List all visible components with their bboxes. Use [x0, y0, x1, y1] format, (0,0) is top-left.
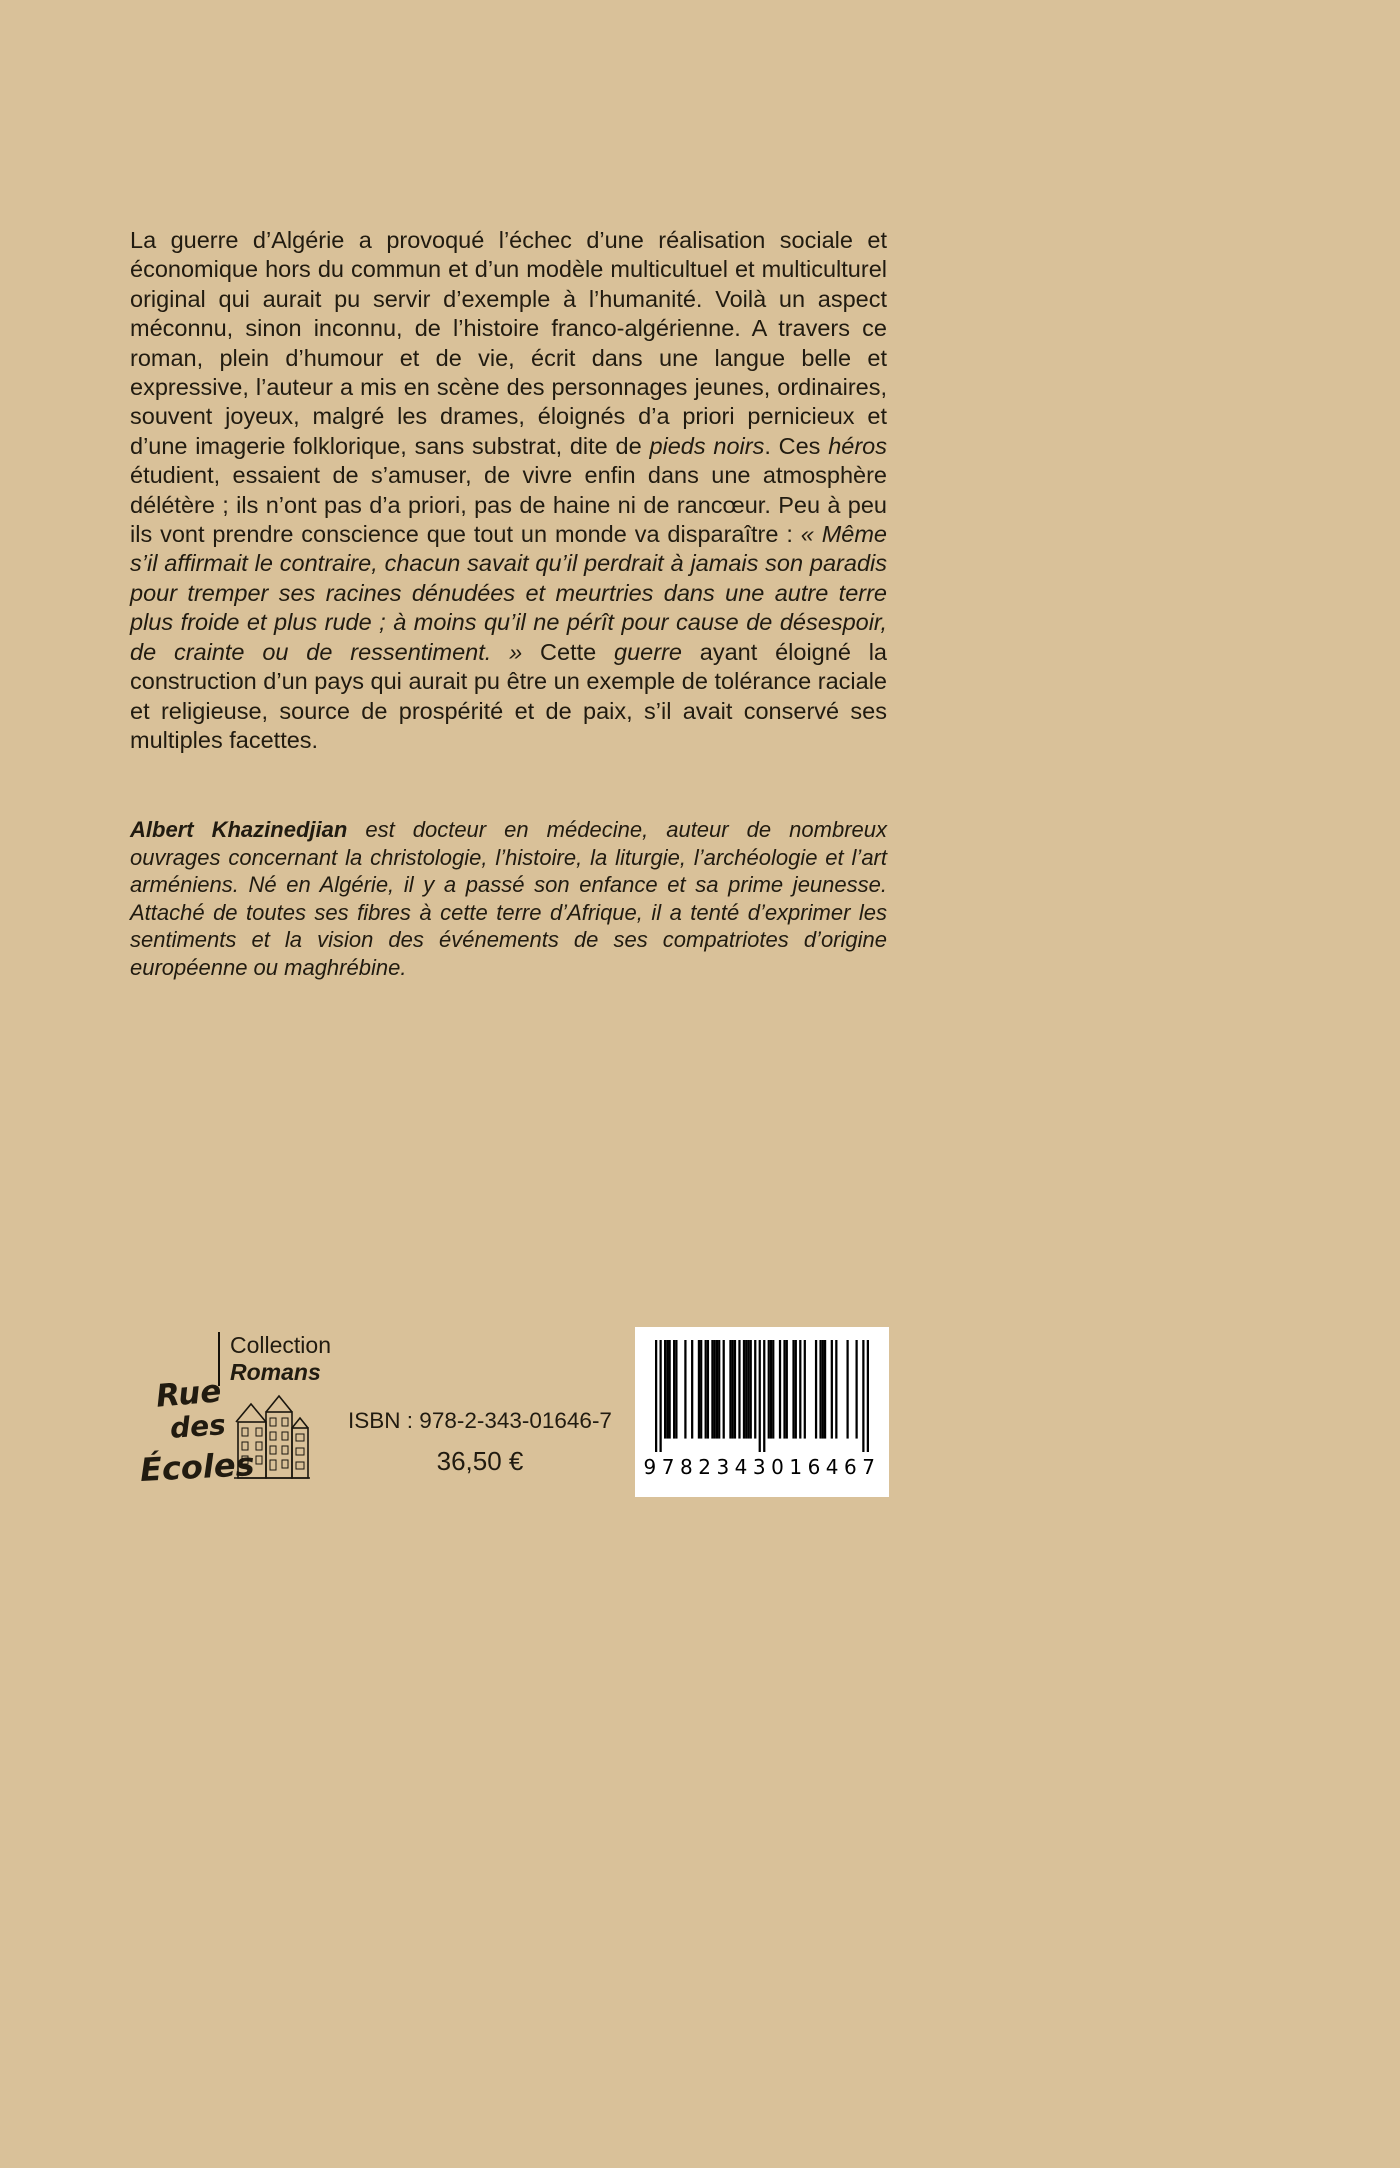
price-text: 36,50 € — [436, 1446, 524, 1476]
buildings-sketch-icon — [232, 1382, 312, 1484]
collection-name: Romans — [230, 1359, 321, 1385]
publisher-logo-word-rue: Rue — [154, 1373, 223, 1415]
publisher-logo — [136, 1373, 312, 1494]
barcode-bars — [655, 1340, 869, 1452]
publisher-logo-word-ecoles: Écoles — [139, 1445, 256, 1489]
author-bio-paragraph: Albert Khazinedjian est docteur en médecine, auteur de nombreux ouvrages concernant la christologie, l’histoire, la liturgie, l’archéologie et l’art arméniens. Né en Algérie, il y a passé son enfance et sa prime jeunesse. Attaché de toutes ses fibres à cette terre d’Afrique, il a tenté d’exprimer les sentiments et la vision des événements de ses compatriotes d’origine européenne ou maghrébine. — [130, 817, 887, 980]
barcode-number: 9782343016467 — [643, 1455, 881, 1479]
isbn-text: ISBN : 978-2-343-01646-7 — [348, 1408, 612, 1433]
isbn-price-block — [330, 1408, 630, 1477]
synopsis-paragraph: La guerre d’Algérie a provoqué l’échec d’une réalisation sociale et économique hors du commun et d’un modèle multicultuel et multiculturel original qui aurait pu servir d’exemple à l’humanité. Voilà un aspect méconnu, sinon inconnu, de l’histoire franco-algérienne. A travers ce roman, plein d’humour et de vie, écrit dans une langue belle et expressive, l’auteur a mis en scène des personnages jeunes, ordinaires, souvent joyeux, malgré les drames, éloignés d’a priori pernicieux et d’une imagerie folklorique, sans substrat, dite de pieds noirs. Ces héros étudient, essaient de s’amuser, de vivre enfin dans une atmosphère délétère ; ils n’ont pas d’a priori, pas de haine ni de rancœur. Peu à peu ils vont prendre conscience que tout un monde va disparaître : « Même s’il affirmait le contraire, chacun savait qu’il perdrait à jamais son paradis pour tremper ses racines dénudées et meurtries dans une autre terre plus froide et plus rude ; à moins qu’il ne pérît pour cause de désespoir, de crainte ou de ressentiment. » Cette guerre ayant éloigné la construction d’un pays qui aurait pu être un exemple de tolérance raciale et religieuse, source de prospérité et de paix, s’il avait conservé ses multiples facettes. — [130, 227, 888, 753]
barcode — [635, 1327, 889, 1497]
collection-label: Collection — [230, 1332, 331, 1358]
publisher-logo-word-des: des — [168, 1408, 227, 1445]
